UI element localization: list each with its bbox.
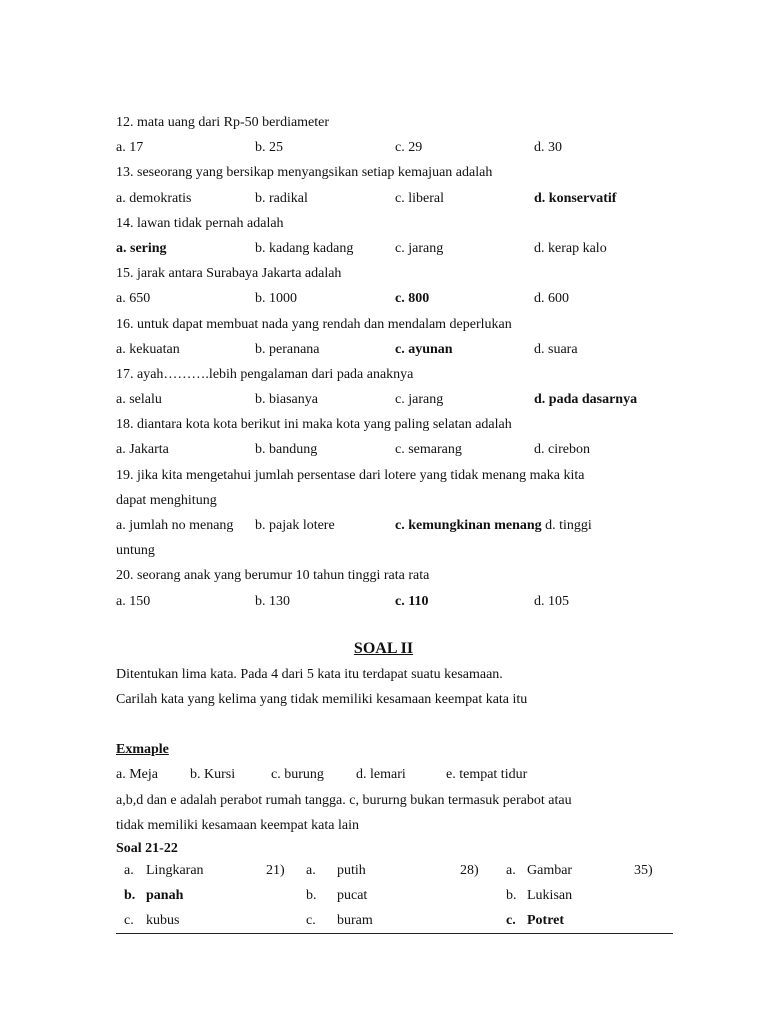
option-letter: c. (306, 912, 316, 928)
instruction-line-1: Ditentukan lima kata. Pada 4 dari 5 kata itu terdapat suatu kesamaan. (116, 666, 503, 682)
question-options-row (116, 437, 676, 462)
option-word-answer: Potret (527, 912, 565, 928)
option: d. suara (534, 341, 578, 357)
option-answer: a. sering (116, 240, 167, 256)
example-explain-1: a,b,d dan e adalah perabot rumah tangga. c, bururng bukan termasuk perabot atau (116, 792, 572, 808)
question-options-row (116, 286, 676, 311)
question-options-row (116, 236, 676, 261)
question-20-text: 20. seorang anak yang berumur 10 tahun tinggi rata rata (116, 568, 430, 584)
option: c. 29 (395, 140, 423, 156)
option-word: putih (337, 862, 366, 878)
option-d-continued: untung (116, 543, 155, 559)
question-19 (116, 463, 676, 488)
question-20 (116, 563, 676, 588)
question-text-row (116, 110, 676, 135)
question-text-row (116, 412, 676, 437)
example-item: d. lemari (356, 767, 406, 783)
example-item: e. tempat tidur (446, 767, 528, 783)
question-text: 16. untuk dapat membuat nada yang rendah dan mendalam deperlukan (116, 316, 512, 332)
question-19-options (116, 513, 676, 538)
option: b. peranana (255, 341, 320, 357)
question-19-option-cont (116, 538, 676, 563)
table-row (116, 908, 674, 933)
option: b. radikal (255, 190, 308, 206)
option: a. selalu (116, 392, 162, 408)
question-options-row (116, 186, 676, 211)
table-row (116, 858, 674, 883)
question-20-options (116, 589, 676, 614)
option: a. demokratis (116, 190, 192, 206)
option-letter: b. (306, 887, 317, 903)
option-letter: a. (306, 862, 316, 878)
option-b: b. 130 (255, 593, 290, 609)
option-word: Gambar (527, 862, 573, 878)
spacer (116, 712, 676, 737)
option: d. 600 (534, 291, 569, 307)
option-letter: b. (506, 887, 517, 903)
option-word: buram (337, 912, 373, 928)
question-text: 15. jarak antara Surabaya Jakarta adalah (116, 266, 342, 282)
section-title: SOAL II (353, 639, 414, 657)
example-item: a. Meja (116, 767, 158, 783)
option-d: d. tinggi (541, 518, 592, 533)
question-text: 12. mata uang dari Rp-50 berdiameter (116, 115, 330, 130)
question-19-text-line1: 19. jika kita mengetahui jumlah persentase dari lotere yang tidak menang maka kita (116, 467, 585, 483)
option: d. kerap kalo (534, 240, 607, 256)
option: b. 1000 (255, 291, 297, 307)
option: d. 30 (534, 140, 562, 156)
question-options-row (116, 387, 676, 412)
option-c-answer (395, 513, 592, 538)
option-letter: a. (506, 862, 516, 878)
option-word: Lingkaran (146, 862, 204, 878)
question-text: 17. ayah……….lebih pengalaman dari pada anaknya (116, 366, 414, 382)
option-a: a. 150 (116, 593, 151, 609)
option: a. 650 (116, 291, 151, 307)
answer-table (116, 858, 674, 933)
option: a. kekuatan (116, 341, 180, 357)
option: b. kadang kadang (255, 240, 354, 256)
table-row (116, 883, 674, 908)
question-options-row (116, 337, 676, 362)
question-list (116, 110, 676, 463)
question-text-row (116, 160, 676, 185)
option-c-answer: c. 110 (395, 593, 429, 609)
question-19-cont (116, 488, 676, 513)
option-word-answer: panah (146, 887, 184, 903)
sub-section-title: Soal 21-22 (116, 840, 178, 856)
option-answer: c. ayunan (395, 341, 453, 357)
table-bottom-rule (116, 933, 673, 934)
option: d. cirebon (534, 442, 590, 458)
option-word: kubus (146, 912, 180, 928)
option-answer: d. pada dasarnya (534, 392, 638, 408)
option-answer: d. konservatif (534, 190, 617, 206)
example-explain-2: tidak memiliki kesamaan keempat kata lain (116, 817, 359, 833)
option: c. jarang (395, 392, 444, 408)
option-a: a. jumlah no menang (116, 518, 234, 533)
question-text: 18. diantara kota kota berikut ini maka kota yang paling selatan adalah (116, 417, 512, 433)
question-text-row (116, 362, 676, 387)
question-number: 35) (634, 862, 653, 878)
question-options-row (116, 135, 676, 160)
option-word: Lukisan (527, 887, 573, 903)
option: c. semarang (395, 442, 462, 458)
option: c. jarang (395, 240, 444, 256)
option-letter: a. (124, 862, 134, 878)
option: b. biasanya (255, 392, 318, 408)
question-text-row (116, 211, 676, 236)
option: a. 17 (116, 140, 144, 156)
option: b. bandung (255, 442, 318, 458)
question-text: 13. seseorang yang bersikap menyangsikan setiap kemajuan adalah (116, 165, 493, 181)
question-number: 28) (460, 862, 479, 878)
option-letter: b. (124, 887, 136, 903)
example-items (116, 762, 676, 787)
question-text: 14. lawan tidak pernah adalah (116, 215, 284, 231)
document-page (116, 110, 676, 933)
example-heading: Exmaple (116, 742, 169, 758)
option: c. liberal (395, 190, 444, 206)
question-number: 21) (266, 862, 285, 878)
option-word: pucat (337, 887, 368, 903)
option-d: d. 105 (534, 593, 569, 609)
option-letter: c. (124, 912, 134, 928)
option: b. 25 (255, 140, 283, 156)
option: a. Jakarta (116, 442, 169, 458)
instruction-line-2: Carilah kata yang kelima yang tidak memiliki kesamaan keempat kata itu (116, 691, 528, 707)
option-b: b. pajak lotere (255, 518, 335, 533)
question-19-text-line2: dapat menghitung (116, 492, 217, 508)
example-item: b. Kursi (190, 767, 236, 783)
option-c-bold: c. kemungkinan menang (395, 518, 542, 533)
example-item: c. burung (271, 767, 324, 783)
question-text-row (116, 261, 676, 286)
option-letter: c. (506, 912, 516, 928)
option-answer: c. 800 (395, 291, 430, 307)
question-text-row (116, 312, 676, 337)
